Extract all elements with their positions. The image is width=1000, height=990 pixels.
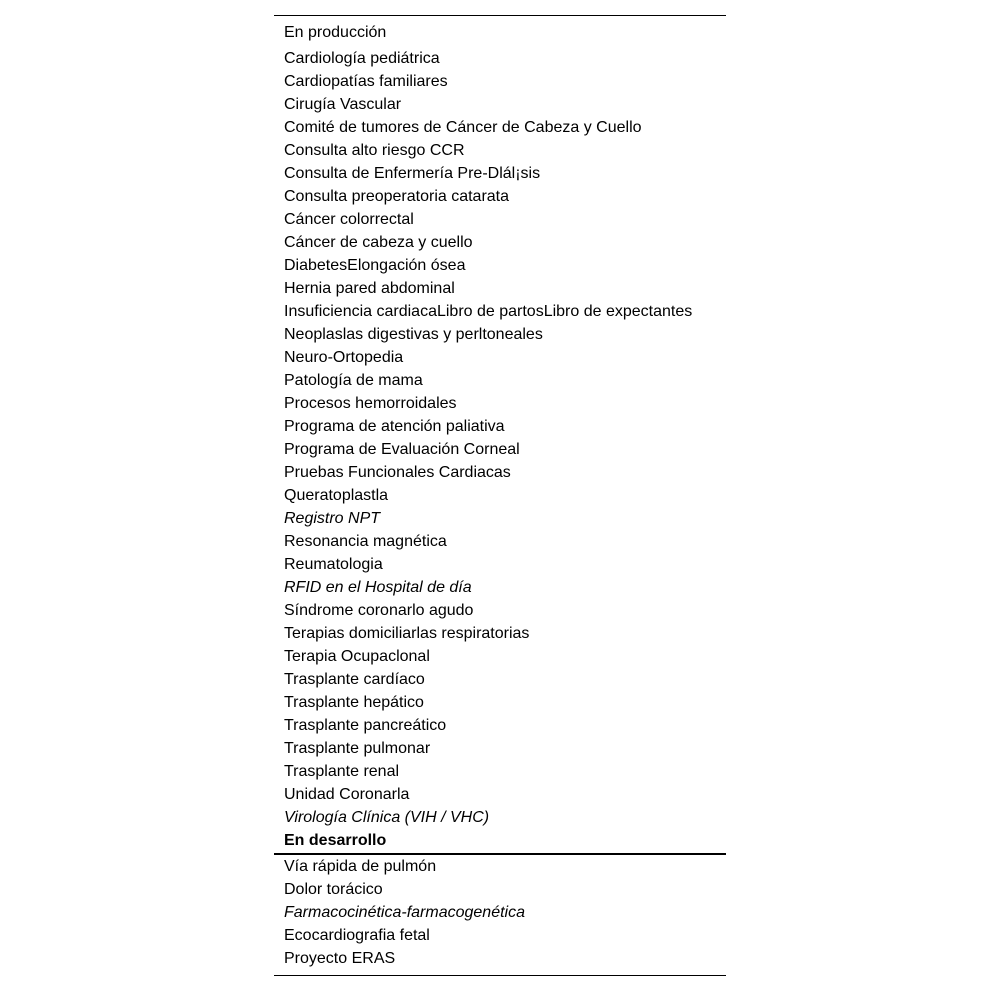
list-item: Trasplante pancreático [284, 717, 447, 734]
list-item: Pruebas Funcionales Cardiacas [284, 464, 511, 481]
table-bottom-spacer [274, 970, 726, 975]
production-list [274, 47, 726, 829]
list-item: Comité de tumores de Cáncer de Cabeza y Cuello [284, 119, 642, 136]
list-item: Terapia Ocupaclonal [284, 648, 430, 665]
list-item: Síndrome coronarlo agudo [284, 602, 474, 619]
list-item: Procesos hemorroidales [284, 395, 457, 412]
list-item: Neuro-Ortopedia [284, 349, 404, 366]
list-item: Consulta de Enfermería Pre-Dlál¡sis [284, 165, 541, 182]
list-item: Virología Clínica (VIH / VHC) [284, 809, 490, 826]
list-item: Consulta preoperatoria catarata [284, 188, 510, 205]
list-item: Consulta alto riesgo CCR [284, 142, 465, 159]
list-item: Registro NPT [284, 510, 381, 527]
list-item: DiabetesElongación ósea [284, 257, 466, 274]
list-item: Cardiología pediátrica [284, 50, 440, 67]
list-item: Patología de mama [284, 372, 423, 389]
list-item: RFID en el Hospital de día [284, 579, 472, 596]
development-list [274, 855, 726, 970]
list-item: Trasplante hepático [284, 694, 424, 711]
list-item: Insuficiencia cardiacaLibro de partosLibro de expectantes [284, 303, 693, 320]
list-item: Reumatologia [284, 556, 383, 573]
list-item: Trasplante cardíaco [284, 671, 425, 688]
list-item: Cáncer colorrectal [284, 211, 414, 228]
list-item: Terapias domiciliarlas respiratorias [284, 625, 530, 642]
section-heading-development: En desarrollo [274, 829, 726, 855]
list-item: Farmacocinética-farmacogenética [284, 904, 525, 921]
list-item: Programa de atención paliativa [284, 418, 505, 435]
section-heading-production: En producción [284, 24, 387, 41]
list-item: Programa de Evaluación Corneal [284, 441, 520, 458]
list-item: Proyecto ERAS [284, 950, 396, 967]
list-item: Queratoplastla [284, 487, 389, 504]
list-item: Dolor torácico [284, 881, 383, 898]
list-item: Neoplaslas digestivas y perltoneales [284, 326, 543, 343]
list-item: Trasplante renal [284, 763, 400, 780]
list-item: Hernia pared abdominal [284, 280, 455, 297]
list-item: Unidad Coronarla [284, 786, 410, 803]
list-item: Resonancia magnética [284, 533, 447, 550]
list-item: Cáncer de cabeza y cuello [284, 234, 473, 251]
projects-table [274, 15, 726, 976]
list-item: Cardiopatías familiares [284, 73, 448, 90]
list-item: Cirugía Vascular [284, 96, 402, 113]
list-item: Trasplante pulmonar [284, 740, 431, 757]
list-item: Ecocardiografia fetal [284, 927, 430, 944]
list-item: Vía rápida de pulmón [284, 858, 437, 875]
